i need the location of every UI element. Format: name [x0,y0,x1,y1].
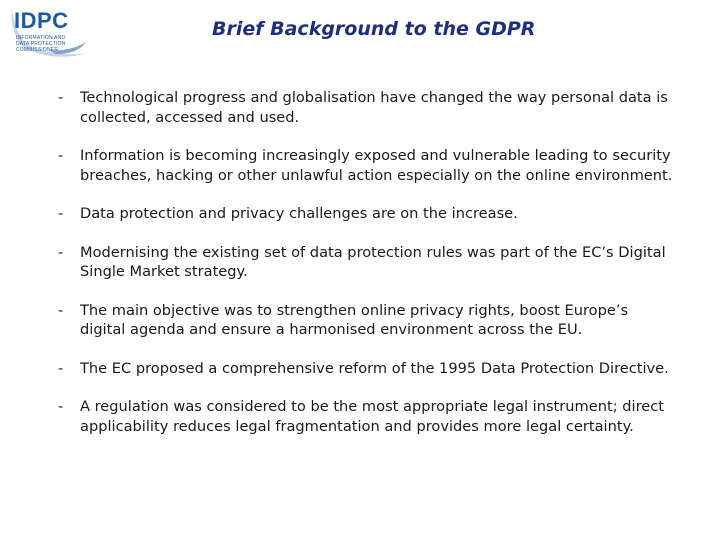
bullet-dash: - [58,359,64,377]
bullet-list [58,88,678,455]
bullet-dash: - [58,89,64,106]
bullet-text: Information is becoming increasingly exposed and vulnerable leading to security breaches, hacking or other unlawful action especially on the online environment. [80,147,673,184]
logo-tagline: INFORMATION AND DATA PROTECTION COMMISSIONER [16,35,66,53]
list-item [58,204,678,224]
bullet-text: A regulation was considered to be the most appropriate legal instrument; direct applicability reduces legal fragmentation and provides more legal certainty. [80,398,664,435]
bullet-text: Technological progress and globalisation have changed the way personal data is collected, accessed and used. [80,89,668,126]
list-item [58,301,678,340]
bullet-text: Data protection and privacy challenges are on the increase. [80,205,518,222]
bullet-text: The main objective was to strengthen online privacy rights, boost Europe’s digital agenda and ensure a harmonised environment across the EU. [80,301,629,338]
logo-name: IDPC [14,8,69,33]
page-title: Brief Background to the GDPR [212,18,536,40]
list-item [58,243,678,282]
bullet-text: The EC proposed a comprehensive reform of the 1995 Data Protection Directive. [80,359,669,377]
bullet-dash: - [58,205,64,222]
list-item [58,146,678,185]
bullet-dash: - [58,398,64,415]
list-item [58,359,678,379]
list-item [58,88,678,127]
bullet-text: Modernising the existing set of data protection rules was part of the EC’s Digital Single Market strategy. [80,243,666,280]
idpc-logo [8,6,90,58]
list-item [58,397,678,436]
bullet-dash: - [58,243,64,261]
bullet-dash: - [58,147,64,164]
bullet-dash: - [58,301,64,319]
